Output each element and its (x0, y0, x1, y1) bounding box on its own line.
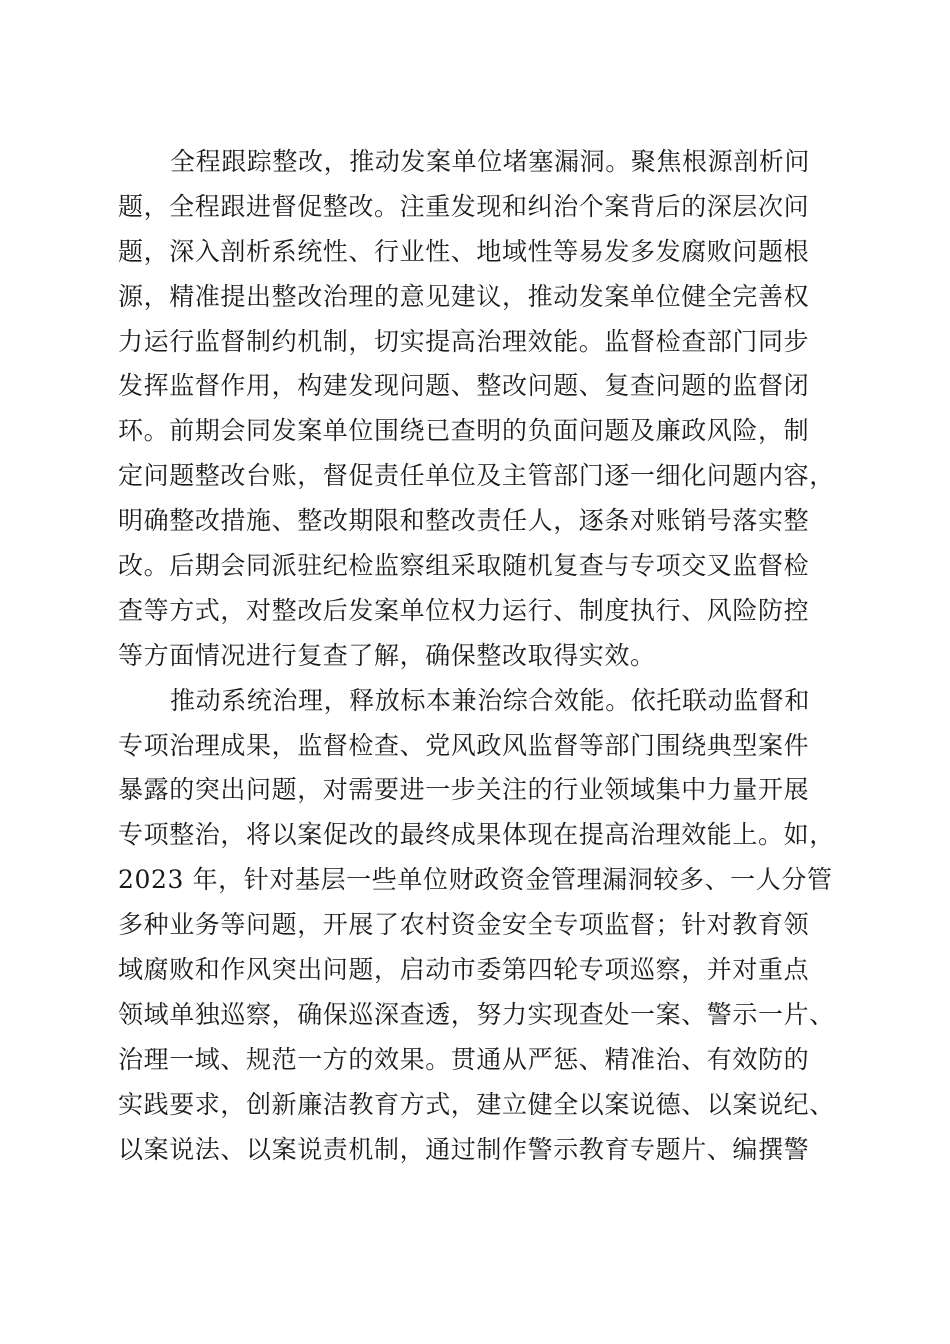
paragraph-2-line-7: 域腐败和作风突出问题，启动市委第四轮专项巡察，并对重点 (118, 955, 810, 985)
paragraph-2-line-4: 专项整治，将以案促改的最终成果体现在提高治理效能上。如， (118, 820, 835, 850)
paragraph-2-line-1: 推动系统治理，释放标本兼治综合效能。依托联动监督和 (170, 685, 811, 715)
paragraph-1-line-2: 题，全程跟进督促整改。注重发现和纠治个案背后的深层次问 (118, 191, 810, 221)
paragraph-1-line-10: 改。后期会同派驻纪检监察组采取随机复查与专项交叉监督检 (118, 551, 810, 581)
paragraph-2-line-5: 2023 年，针对基层一些单位财政资金管理漏洞较多、一人分管 (118, 865, 833, 895)
paragraph-2-line-11: 以案说法、以案说责机制，通过制作警示教育专题片、编撰警 (118, 1134, 810, 1164)
paragraph-1-line-3: 题，深入剖析系统性、行业性、地域性等易发多发腐败问题根 (118, 236, 810, 266)
paragraph-1-line-6: 发挥监督作用，构建发现问题、整改问题、复查问题的监督闭 (118, 371, 810, 401)
paragraph-2-line-6: 多种业务等问题，开展了农村资金安全专项监督；针对教育领 (118, 910, 810, 940)
paragraph-1-line-1: 全程跟踪整改，推动发案单位堵塞漏洞。聚焦根源剖析问 (170, 147, 811, 176)
paragraph-1-line-4: 源，精准提出整改治理的意见建议，推动发案单位健全完善权 (118, 281, 810, 311)
document-body (118, 140, 840, 1172)
paragraph-2-line-9: 治理一域、规范一方的效果。贯通从严惩、精准治、有效防的 (118, 1044, 810, 1074)
paragraph-1-line-7: 环。前期会同发案单位围绕已查明的负面问题及廉政风险，制 (118, 416, 810, 446)
paragraph-1-line-11: 查等方式，对整改后发案单位权力运行、制度执行、风险防控 (118, 595, 810, 625)
paragraph-1-line-12: 等方面情况进行复查了解，确保整改取得实效。 (118, 640, 656, 670)
paragraph-2-line-3: 暴露的突出问题，对需要进一步关注的行业领域集中力量开展 (118, 775, 810, 805)
paragraph-2-line-10: 实践要求，创新廉洁教育方式，建立健全以案说德、以案说纪、 (118, 1089, 835, 1119)
paragraph-2-line-8: 领域单独巡察，确保巡深查透，努力实现查处一案、警示一片、 (118, 999, 835, 1029)
paragraph-1-line-5: 力运行监督制约机制，切实提高治理效能。监督检查部门同步 (118, 326, 810, 356)
paragraph-2-line-2: 专项治理成果，监督检查、党风政风监督等部门围绕典型案件 (118, 730, 810, 760)
paragraph-1-line-8: 定问题整改台账，督促责任单位及主管部门逐一细化问题内容， (118, 461, 835, 491)
paragraph-1-line-9: 明确整改措施、整改期限和整改责任人，逐条对账销号落实整 (118, 506, 810, 536)
